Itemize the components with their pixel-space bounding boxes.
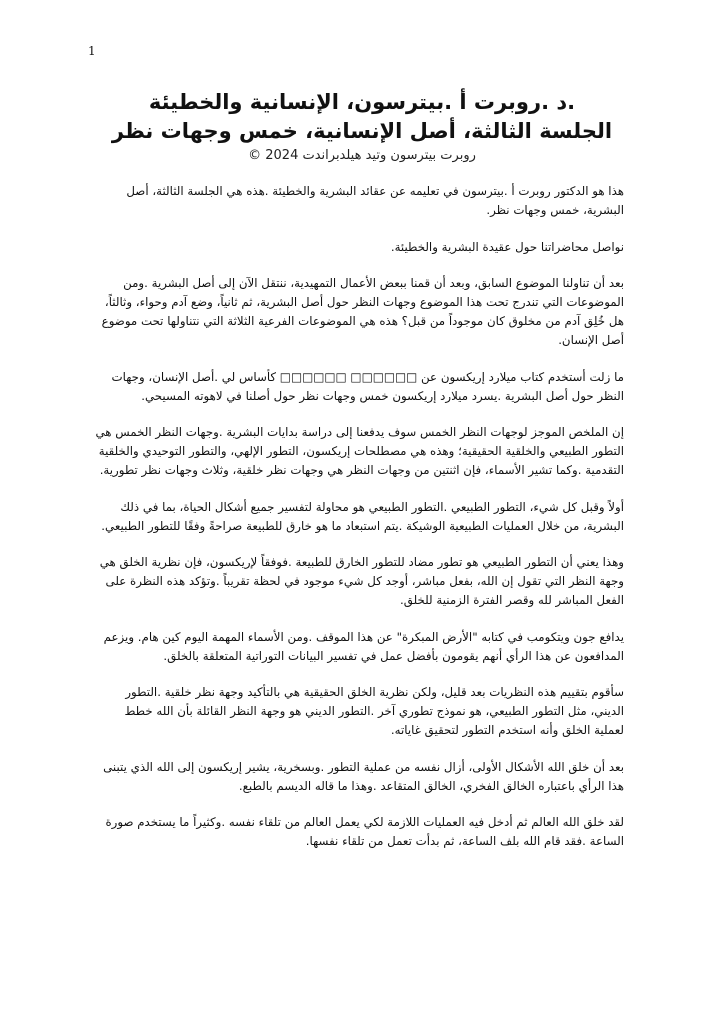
paragraph: بعد أن تناولنا الموضوع السابق، وبعد أن قمنا ببعض الأعمال التمهيدية، ننتقل الآن إلى أصل البشرية .ومن الموضوعات التي تندرج تحت هذا الموضوع وجهات النظر حول أصل البشرية، ثم ثانياً، وضع آدم وحواء، وثالثاً، هل خُلِق آدم من مخلوق كان موجوداً من قبل؟ هذه هي الموضوعات الفرعية الثلاثة التي نتناولها تحت موضوع أصل الإنسان.	[101, 276, 624, 347]
document-body	[92, 182, 624, 869]
paragraph: نواصل محاضراتنا حول عقيدة البشرية والخطيئة.	[390, 239, 624, 254]
paragraph: وهذا يعني أن التطور الطبيعي هو تطور مضاد للتطور الخارق للطبيعة .فوفقاً لإريكسون، فإن نظرية الخلق هي وجهة النظر التي تقول إن الله، بفعل مباشر، أوجد كل شيء موجود في لحظة تقريباً .وتؤكد هذه النظرة على الفعل المباشر لله وقصر الفترة الزمنية للخلق.	[99, 555, 624, 607]
paragraph: ما زلت أستخدم كتاب ميلارد إريكسون عن □□□□□□ □□□□□□ كأساس لي .أصل الإنسان، وجهات النظر حول أصل البشرية .يسرد ميلارد إريكسون خمس وجهات نظر حول أصلنا في لاهوته المسيحي.	[111, 369, 624, 403]
page-number: 1	[88, 44, 96, 58]
paragraph: بعد أن خلق الله الأشكال الأولى، أزال نفسه من عملية التطور .وبسخرية، يشير إريكسون إلى الله الذي يتبنى هذا الرأي باعتباره الخالق الفخري، الخالق المتقاعد .وهذا ما قاله الديسم بالطبع.	[103, 759, 624, 793]
paragraph: هذا هو الدكتور روبرت أ .بيترسون في تعليمه عن عقائد البشرية والخطيئة .هذه هي الجلسة الثالثة، أصل البشرية، خمس وجهات نظر.	[126, 184, 624, 217]
paragraph: لقد خلق الله العالم ثم أدخل فيه العمليات اللازمة لكي يعمل العالم من تلقاء نفسه .وكثيراً ما يستخدم صورة الساعة .فقد قام الله بلف الساعة، ثم بدأت تعمل من تلقاء نفسها.	[105, 815, 624, 848]
document-header	[80, 88, 644, 164]
document-title-line-1: .د .روبرت أ .بيترسون، الإنسانية والخطيئة	[148, 90, 576, 114]
copyright-line: روبرت بيترسون وتيد هيلدبراندت 2024 ©	[248, 148, 476, 163]
paragraph: يدافع جون ويتكومب في كتابه "الأرض المبكرة" عن هذا الموقف .ومن الأسماء المهمة اليوم كين هام. ويزعم المدافعون عن هذا الرأي أنهم يقومون بأفضل عمل في تفسير البيانات التوراتية المتعلقة بالخلق.	[103, 629, 624, 663]
paragraph: أولاً وقبل كل شيء، التطور الطبيعي .التطور الطبيعي هو محاولة لتفسير جميع أشكال الحياة، بما في ذلك البشرية، من خلال العمليات الطبيعية الوشيكة .يتم استبعاد ما هو خارق للطبيعة صراحةً وفقًا للتطور الطبيعي.	[101, 499, 624, 533]
paragraph: سأقوم بتقييم هذه النظريات بعد قليل، ولكن نظرية الخلق الحقيقية هي بالتأكيد وجهة نظر خلقية .التطور الديني، مثل التطور الطبيعي، هو نموذج تطوري آخر .التطور الديني هو وجهة النظر القائلة بأن الله خطط لعملية الخلق وأنه استخدم التطور لتحقيق غاياته.	[124, 685, 624, 737]
paragraph: إن الملخص الموجز لوجهات النظر الخمس سوف يدفعنا إلى دراسة بدايات البشرية .وجهات النظر الخمس هي التطور الطبيعي والخلقية الحقيقية؛ وهذه هي مصطلحات إريكسون، التطور الإلهي، والتطور التوحيدي والخلقية التقدمية .وكما تشير الأسماء، فإن اثنتين من وجهات النظر هي وجهات نظر خلقية، وثلاث وجهات نظر تطورية.	[95, 425, 624, 477]
document-title-line-2: الجلسة الثالثة، أصل الإنسانية، خمس وجهات نظر	[111, 119, 613, 143]
